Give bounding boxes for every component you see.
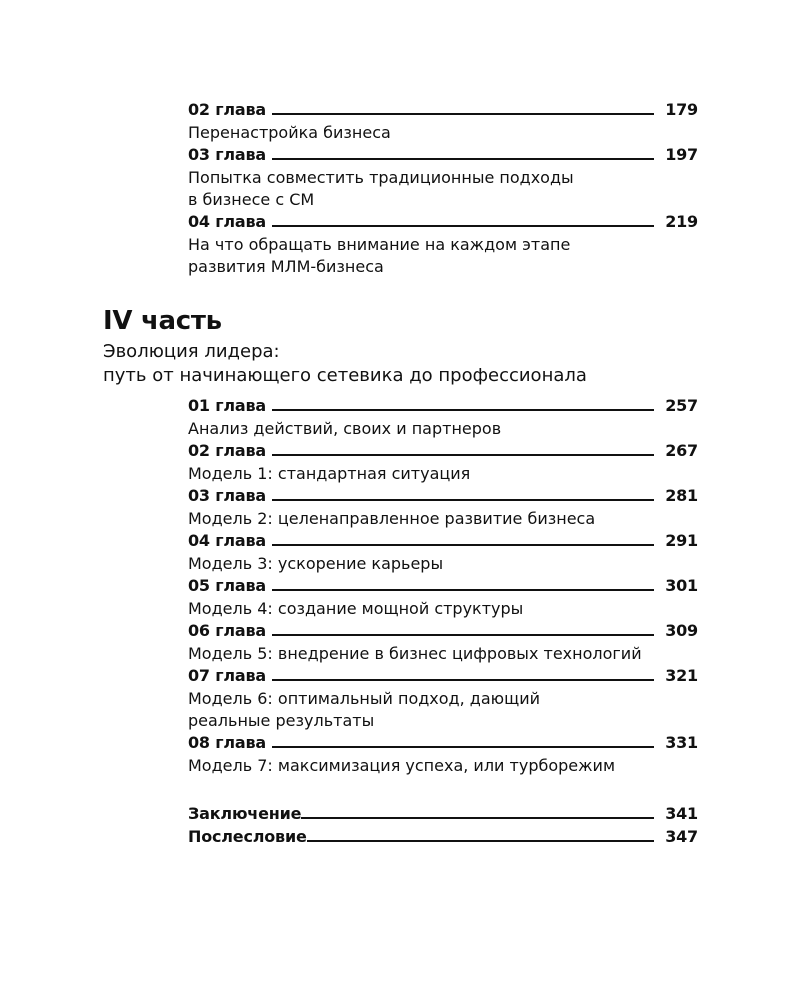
toc-entry[interactable] [188,441,698,485]
page-number: 197 [665,145,698,164]
part-subtitle: Эволюция лидера: [103,341,280,362]
dot-leader [272,733,654,748]
dot-leader [272,621,654,636]
toc-entry[interactable] [188,576,698,620]
chapter-label: 05 глава [188,576,267,595]
chapter-label: 02 глава [188,100,267,119]
section-label: Послесловие [188,827,307,846]
page-number: 257 [665,396,698,415]
page-number: 267 [665,441,698,460]
chapter-label: 04 глава [188,212,267,231]
chapter-title: Модель 7: максимизация успеха, или турборежим [188,756,616,775]
toc-entry[interactable] [188,100,698,144]
toc-entry-afterword[interactable] [188,827,698,849]
dot-leader [272,441,654,456]
chapter-label: 03 глава [188,145,267,164]
chapter-title: Модель 2: целенаправленное развитие бизнеса [188,509,596,528]
toc-entry-conclusion[interactable] [188,804,698,826]
chapter-title: Перенастройка бизнеса [188,123,391,142]
part-heading [103,306,703,388]
page-number: 219 [665,212,698,231]
page-number: 291 [665,531,698,550]
page-number: 331 [665,733,698,752]
toc-entry[interactable] [188,396,698,440]
toc-entry[interactable] [188,531,698,575]
toc-entry[interactable] [188,733,698,777]
toc-block-previous-part [188,100,698,279]
chapter-title: На что обращать внимание на каждом этапе [188,235,571,254]
toc-entry[interactable] [188,212,698,278]
dot-leader [272,212,654,227]
chapter-title-line2: в бизнесе с СМ [188,190,315,209]
chapter-label: 03 глава [188,486,267,505]
page-number: 347 [665,827,698,846]
dot-leader [272,531,654,546]
dot-leader [272,486,654,501]
page-number: 309 [665,621,698,640]
dot-leader [272,100,654,115]
chapter-label: 07 глава [188,666,267,685]
chapter-title: Анализ действий, своих и партнеров [188,419,502,438]
toc-entry[interactable] [188,621,698,665]
chapter-title: Модель 6: оптимальный подход, дающий [188,689,540,708]
chapter-title: Модель 5: внедрение в бизнес цифровых технологий [188,644,642,663]
page-number: 341 [665,804,698,823]
chapter-title: Модель 3: ускорение карьеры [188,554,444,573]
chapter-title: Модель 1: стандартная ситуация [188,464,471,483]
chapter-title-line2: реальные результаты [188,711,375,730]
chapter-label: 04 глава [188,531,267,550]
chapter-title-line2: развития МЛМ-бизнеса [188,257,384,276]
dot-leader [301,804,654,819]
chapter-label: 06 глава [188,621,267,640]
page-number: 321 [665,666,698,685]
page-number: 179 [665,100,698,119]
chapter-title: Попытка совместить традиционные подходы [188,168,574,187]
chapter-title: Модель 4: создание мощной структуры [188,599,524,618]
chapter-label: 02 глава [188,441,267,460]
part-title: IV часть [103,306,222,336]
toc-entry[interactable] [188,145,698,211]
dot-leader [272,576,654,591]
dot-leader [307,827,654,842]
toc-entry[interactable] [188,486,698,530]
part-subtitle-line2: путь от начинающего сетевика до профессионала [103,365,587,386]
page-number: 281 [665,486,698,505]
toc-entry[interactable] [188,666,698,732]
section-label: Заключение [188,804,302,823]
dot-leader [272,396,654,411]
dot-leader [272,145,654,160]
dot-leader [272,666,654,681]
page-number: 301 [665,576,698,595]
chapter-label: 08 глава [188,733,267,752]
chapter-label: 01 глава [188,396,267,415]
toc-block-part-iv [188,396,698,778]
toc-block-closing [188,804,698,850]
